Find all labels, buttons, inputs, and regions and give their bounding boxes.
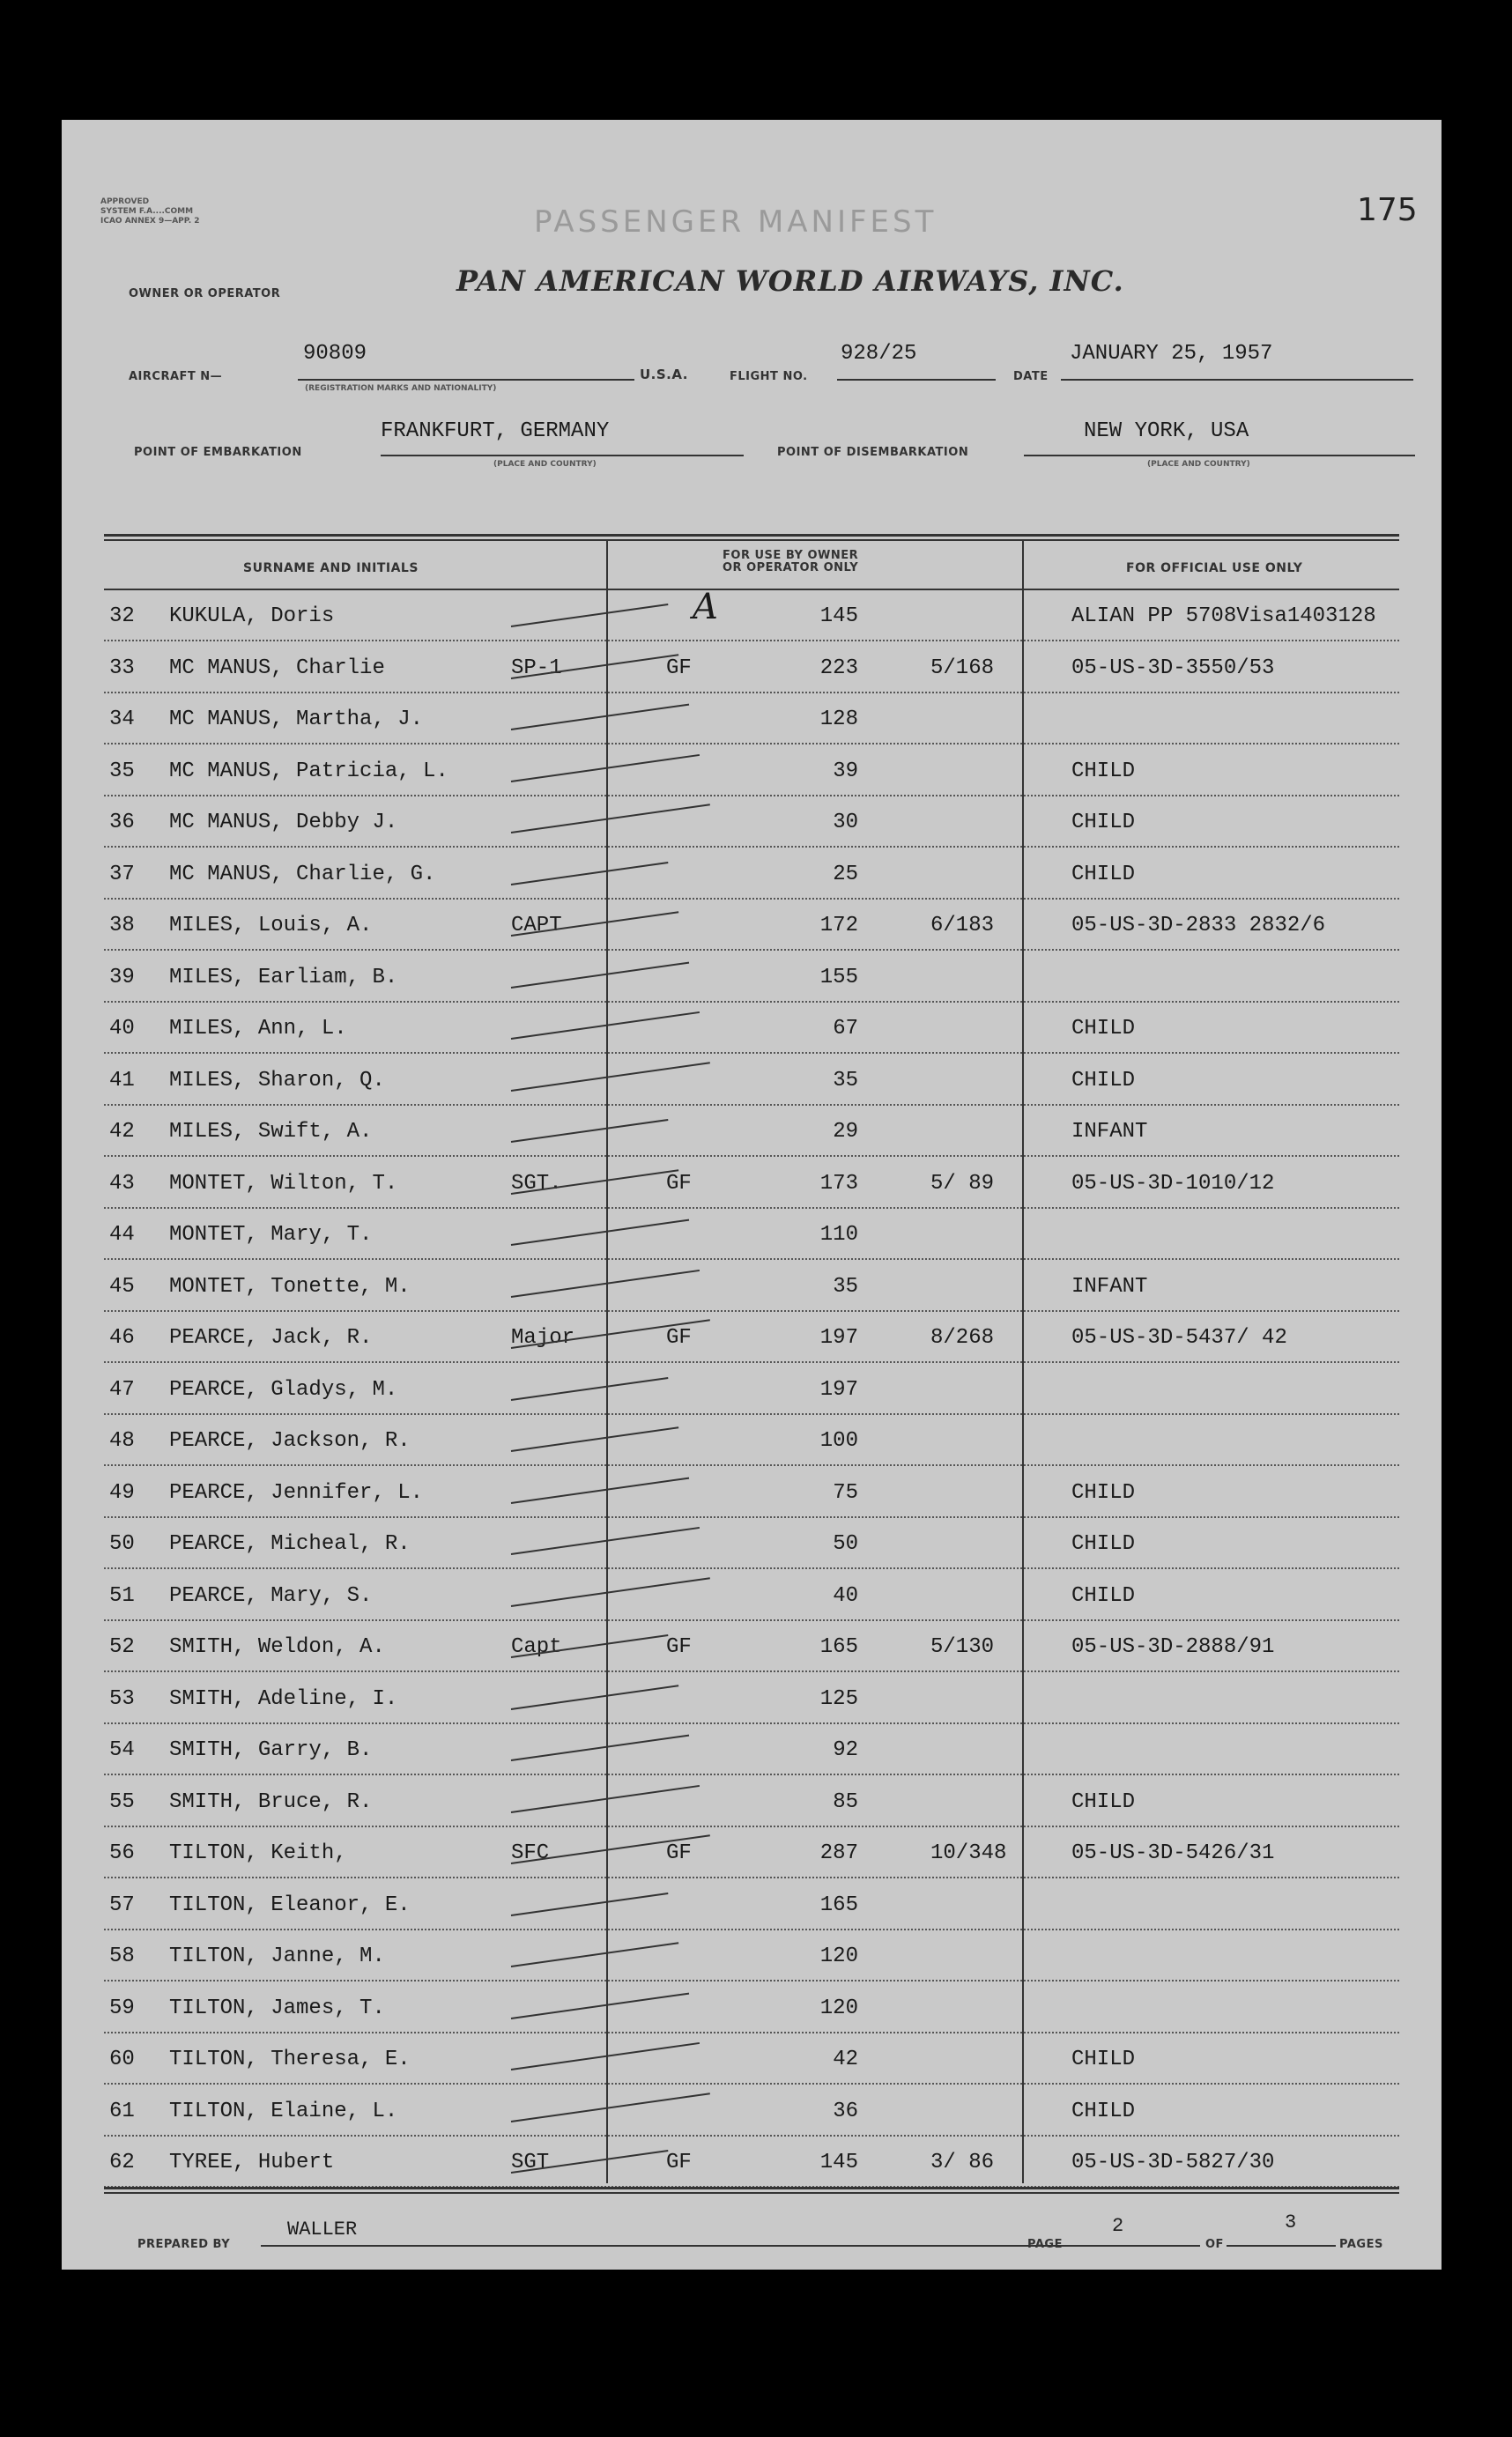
page-current: 2 [1112,2215,1124,2237]
passenger-name: MILES, Earliam, B. [169,965,398,989]
passenger-ratio: 5/ 89 [930,1171,995,1196]
header-official: FOR OFFICIAL USE ONLY [1126,561,1303,575]
passenger-code: GF [666,1841,692,1865]
row-number: 51 [109,1583,135,1608]
check-mark [511,1011,700,1040]
passenger-name: SMITH, Weldon, A. [169,1635,385,1659]
table-row [62,900,1442,951]
table-row [62,642,1442,693]
stamp-system: SYSTEM F.A....COMM [100,207,194,216]
passenger-weight: 75 [833,1480,858,1505]
passenger-name: PEARCE, Jackson, R. [169,1429,411,1453]
passenger-rank: SGT [511,2151,550,2174]
passenger-name: SMITH, Adeline, I. [169,1686,398,1711]
table-row [62,1724,1442,1775]
passenger-weight: 155 [819,965,858,989]
official-use: 05-US-3D-2888/91 [1071,1635,1275,1659]
passenger-name: KUKULA, Doris [169,604,335,628]
official-use: INFANT [1071,1274,1148,1299]
passenger-weight: 67 [833,1017,858,1041]
table-row [62,587,1442,641]
table-row [62,952,1442,1003]
passenger-ratio: 6/183 [930,914,995,937]
passenger-weight: 50 [833,1532,858,1556]
flight-number: 928/25 [841,342,917,366]
official-use: CHILD [1071,1017,1136,1041]
check-mark [511,1269,700,1297]
passenger-rank: SGT. [511,1171,562,1196]
header-owner-use-line2: OR OPERATOR ONLY [723,561,859,574]
pages-label: PAGES [1339,2238,1383,2251]
table-row [62,1621,1442,1672]
row-number: 46 [109,1326,135,1350]
passenger-name: TILTON, Elaine, L. [169,2099,398,2123]
passenger-name: PEARCE, Jack, R. [169,1326,373,1350]
flight-label: FLIGHT NO. [730,370,808,383]
passenger-name: MC MANUS, Charlie, G. [169,862,436,886]
passenger-name: MILES, Ann, L. [169,1017,347,1041]
table-row [62,1415,1442,1466]
table-row [62,1158,1442,1209]
table-row [62,2137,1442,2188]
row-number: 44 [109,1223,135,1247]
passenger-name: PEARCE, Gladys, M. [169,1377,398,1402]
check-mark [511,1376,669,1400]
passenger-name: PEARCE, Jennifer, L. [169,1480,424,1505]
check-mark [511,2042,700,2070]
passenger-weight: 172 [819,914,858,937]
passenger-weight: 100 [819,1429,858,1453]
passenger-weight: 120 [819,1944,858,1968]
table-row [62,796,1442,848]
of-label: OF [1205,2238,1224,2251]
official-use: CHILD [1071,1789,1136,1814]
row-number: 40 [109,1017,135,1041]
table-row [62,1827,1442,1878]
passenger-name: SMITH, Garry, B. [169,1738,373,1762]
check-mark [511,1577,710,1607]
passenger-weight: 197 [819,1377,858,1402]
row-number: 50 [109,1532,135,1556]
table-row [62,1364,1442,1415]
official-use: 05-US-3D-5827/30 [1071,2151,1275,2174]
passenger-weight: 165 [819,1635,858,1659]
passenger-weight: 145 [819,604,858,628]
row-number: 49 [109,1480,135,1505]
passenger-ratio: 3/ 86 [930,2151,995,2174]
check-mark [511,1527,700,1555]
check-mark [511,1685,678,1710]
row-number: 59 [109,1996,135,2020]
embarkation-label: POINT OF EMBARKATION [134,446,302,459]
passenger-weight: 145 [819,2151,858,2174]
passenger-weight: 125 [819,1686,858,1711]
pages-total: 3 [1285,2211,1297,2233]
passenger-weight: 120 [819,1996,858,2020]
passenger-name: SMITH, Bruce, R. [169,1789,373,1814]
passenger-code: GF [666,1326,692,1350]
passenger-weight: 197 [819,1326,858,1350]
passenger-name: MC MANUS, Patricia, L. [169,759,448,783]
row-number: 38 [109,914,135,937]
page-title: PASSENGER MANIFEST [534,204,938,240]
row-number: 57 [109,1893,135,1917]
usa-label: U.S.A. [640,367,688,382]
check-mark [511,1062,710,1092]
date-label: DATE [1013,370,1049,383]
check-mark [511,753,700,781]
table-row [62,848,1442,900]
passenger-name: PEARCE, Mary, S. [169,1583,373,1608]
prepared-by-label: PREPARED BY [137,2238,231,2251]
check-mark [511,604,669,627]
place-caption-embark: (PLACE AND COUNTRY) [493,460,597,469]
passenger-name: TILTON, Theresa, E. [169,2048,411,2071]
passenger-rank: Capt [511,1635,562,1659]
check-mark [511,1119,669,1143]
passenger-weight: 35 [833,1274,858,1299]
table-row [62,1312,1442,1363]
row-number: 43 [109,1171,135,1196]
passenger-name: MC MANUS, Debby J. [169,811,398,834]
table-row [62,1209,1442,1260]
row-number: 60 [109,2048,135,2071]
row-number: 54 [109,1738,135,1762]
passenger-weight: 85 [833,1789,858,1814]
passenger-code: GF [666,1171,692,1196]
passenger-code: GF [666,2151,692,2174]
passenger-name: TYREE, Hubert [169,2151,335,2174]
stamp-annex: ICAO ANNEX 9—APP. 2 [100,217,200,226]
row-number: 48 [109,1429,135,1453]
owner-label: OWNER OR OPERATOR [129,287,281,300]
flight-date: JANUARY 25, 1957 [1070,342,1273,366]
passenger-name: TILTON, James, T. [169,1996,385,2020]
check-mark [511,704,689,730]
table-row [62,1570,1442,1621]
carrier-name: PAN AMERICAN WORLD AIRWAYS, INC. [456,264,1124,298]
official-use: CHILD [1071,1532,1136,1556]
passenger-rank: SP-1 [511,656,562,680]
passenger-weight: 35 [833,1068,858,1093]
official-use: CHILD [1071,759,1136,783]
header-owner-use-line1: FOR USE BY OWNER [723,549,859,562]
row-number: 62 [109,2151,135,2174]
table-row [62,1261,1442,1312]
official-use: CHILD [1071,2048,1136,2071]
row-number: 32 [109,604,135,628]
passenger-name: TILTON, Keith, [169,1841,347,1865]
passenger-weight: 30 [833,811,858,834]
official-use: 05-US-3D-5426/31 [1071,1841,1275,1865]
passenger-name: TILTON, Eleanor, E. [169,1893,411,1917]
table-row [62,1055,1442,1106]
official-use: CHILD [1071,1583,1136,1608]
table-row [62,1930,1442,1981]
passenger-code: A [693,587,718,627]
disembarkation-point: NEW YORK, USA [1084,419,1249,443]
place-caption-disembark: (PLACE AND COUNTRY) [1147,460,1250,469]
passenger-weight: 40 [833,1583,858,1608]
passenger-weight: 165 [819,1893,858,1917]
passenger-name: MONTET, Wilton, T. [169,1171,398,1196]
passenger-weight: 36 [833,2099,858,2123]
table-row [62,1518,1442,1569]
official-use: CHILD [1071,862,1136,886]
row-number: 35 [109,759,135,783]
passenger-name: MILES, Louis, A. [169,914,373,937]
aircraft-label: AIRCRAFT N— [129,370,223,383]
row-number: 61 [109,2099,135,2123]
page-number: 175 [1357,192,1418,228]
passenger-name: TILTON, Janne, M. [169,1944,385,1968]
header-surname: SURNAME AND INITIALS [243,561,419,575]
header-owner-use [723,550,858,574]
check-mark [511,1992,689,2018]
passenger-weight: 92 [833,1738,858,1762]
prepared-by: WALLER [287,2218,358,2241]
aircraft-number: 90809 [303,342,367,366]
embarkation-point: FRANKFURT, GERMANY [381,419,610,443]
passenger-rank: Major [511,1326,575,1350]
check-mark [511,1219,689,1246]
passenger-weight: 25 [833,862,858,886]
check-mark [511,1892,669,1915]
row-number: 39 [109,965,135,989]
row-number: 33 [109,656,135,680]
check-mark [511,2093,710,2122]
table-row [62,1106,1442,1157]
passenger-rank: SFC [511,1841,550,1865]
official-use: 05-US-3D-1010/12 [1071,1171,1275,1196]
passenger-ratio: 5/168 [930,656,995,680]
official-use: CHILD [1071,2099,1136,2123]
passenger-weight: 110 [819,1223,858,1247]
page-label: PAGE [1027,2238,1063,2251]
table-row [62,2033,1442,2085]
table-row [62,1776,1442,1827]
check-mark [511,861,669,885]
row-number: 45 [109,1274,135,1299]
official-use: CHILD [1071,811,1136,834]
passenger-weight: 223 [819,656,858,680]
row-number: 47 [109,1377,135,1402]
passenger-name: MILES, Sharon, Q. [169,1068,385,1093]
passenger-weight: 287 [819,1841,858,1865]
check-mark [511,961,689,988]
table-row [62,1673,1442,1724]
table-row [62,1879,1442,1930]
official-use: CHILD [1071,1068,1136,1093]
passenger-name: MONTET, Mary, T. [169,1223,373,1247]
stamp-approved: APPROVED [100,197,150,206]
passenger-weight: 173 [819,1171,858,1196]
table-row [62,1467,1442,1518]
check-mark [511,1426,678,1452]
disembarkation-label: POINT OF DISEMBARKATION [777,446,969,459]
official-use: 05-US-3D-3550/53 [1071,656,1275,680]
passenger-weight: 39 [833,759,858,783]
row-number: 53 [109,1686,135,1711]
passenger-weight: 42 [833,2048,858,2071]
table-row [62,1982,1442,2033]
passenger-ratio: 5/130 [930,1635,995,1659]
row-number: 55 [109,1789,135,1814]
registration-caption: (REGISTRATION MARKS AND NATIONALITY) [305,384,497,393]
table-row [62,693,1442,744]
row-number: 58 [109,1944,135,1968]
row-number: 41 [109,1068,135,1093]
passenger-code: GF [666,1635,692,1659]
row-number: 42 [109,1120,135,1144]
passenger-rank: CAPT [511,914,562,937]
passenger-ratio: 8/268 [930,1326,995,1350]
official-use: ALIAN PP 5708Visa1403128 [1071,604,1376,628]
passenger-weight: 29 [833,1120,858,1144]
row-number: 56 [109,1841,135,1865]
row-number: 36 [109,811,135,834]
passenger-name: PEARCE, Micheal, R. [169,1532,411,1556]
official-use: 05-US-3D-2833 2832/6 [1071,914,1326,937]
row-number: 37 [109,862,135,886]
official-use: INFANT [1071,1120,1148,1144]
row-number: 34 [109,707,135,731]
check-mark [511,1735,689,1761]
passenger-ratio: 10/348 [930,1841,1007,1865]
row-number: 52 [109,1635,135,1659]
official-use: CHILD [1071,1480,1136,1505]
official-use: 05-US-3D-5437/ 42 [1071,1326,1287,1350]
passenger-name: MC MANUS, Martha, J. [169,707,424,731]
check-mark [511,1477,689,1503]
passenger-name: MILES, Swift, A. [169,1120,373,1144]
check-mark [511,804,710,833]
passenger-weight: 128 [819,707,858,731]
passenger-name: MC MANUS, Charlie [169,656,385,680]
table-row [62,745,1442,796]
check-mark [511,1784,700,1812]
table-row [62,1003,1442,1054]
check-mark [511,1942,678,1967]
table-row [62,2085,1442,2137]
passenger-name: MONTET, Tonette, M. [169,1274,411,1299]
approval-stamp [100,197,200,226]
manifest-sheet [62,120,1442,2270]
passenger-code: GF [666,656,692,680]
